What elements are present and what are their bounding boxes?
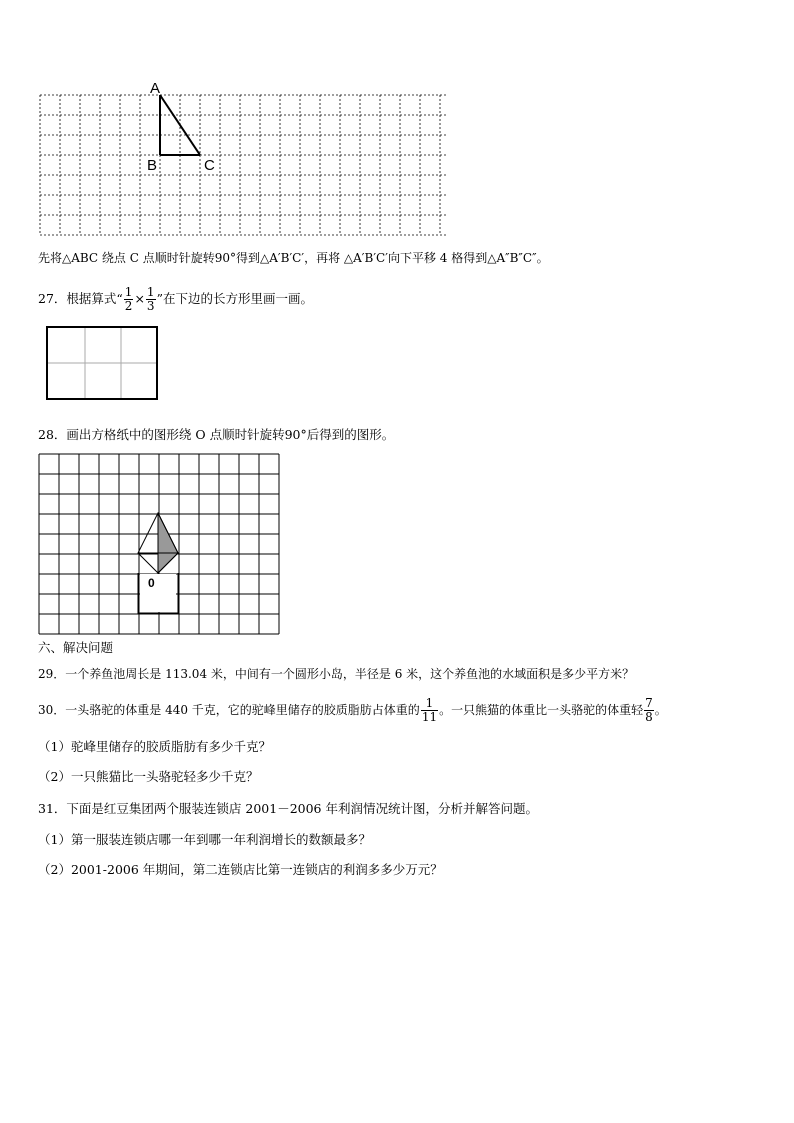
q26-instruction: 先将△ABC 绕点 C 点顺时针旋转90°得到△A′B′C′，再将 △A′B′C′向下平移 4 格得到△A″B″C″。 (38, 251, 549, 265)
q31-sub1: （1）第一服装连锁店哪一年到哪一年利润增长的数额最多？ (38, 832, 371, 847)
q30-sub2: （2）一只熊猫比一头骆驼轻多少千克？ (38, 769, 259, 784)
q31-question: 31．下面是红豆集团两个服装连锁店 2001－2006 年利润情况统计图，分析并解答问题。 (38, 801, 538, 816)
q30-frac2-den: 8 (645, 710, 653, 724)
q27-frac2-den: 3 (146, 299, 155, 313)
q27-frac2-num: 1 (146, 285, 155, 299)
q27-frac1-den: 2 (124, 299, 133, 313)
q27-question (38, 284, 313, 314)
point-o-label: 0 (148, 576, 155, 590)
q27-times: × (134, 291, 145, 306)
q28-question: 28．画出方格纸中的图形绕 O 点顺时针旋转90°后得到的图形。 (38, 427, 395, 442)
q30-frac1-num: 1 (421, 697, 438, 711)
q30-part3: 。 (654, 703, 667, 717)
vertex-c-label: C (204, 157, 215, 174)
shaded-triangle (158, 513, 178, 573)
q30-frac1-den: 11 (421, 710, 438, 724)
q30-fraction-2 (644, 697, 654, 724)
q27-fraction-1 (124, 286, 134, 313)
q27-rectangle (44, 324, 162, 402)
q27-prefix: 27．根据算式“ (38, 291, 123, 306)
q29-question: 29．一个养鱼池周长是 113.04 米，中间有一个圆形小岛，半径是 6 米，这个养鱼池的水域面积是多少平方米？ (38, 667, 635, 681)
q30-sub1: （1）驼峰里储存的胶质脂肪有多少千克？ (38, 739, 271, 754)
q31-sub2: （2）2001-2006 年期间，第二连锁店比第一连锁店的利润多多少万元？ (38, 862, 443, 877)
q30-fraction-1 (421, 697, 438, 724)
q30-frac2-num: 7 (645, 696, 653, 710)
q27-frac1-num: 1 (124, 285, 133, 299)
dashed-grid (40, 95, 446, 235)
vertex-b-label: B (147, 157, 158, 174)
q28-grid-figure (38, 453, 284, 639)
q30-question (38, 694, 667, 726)
q27-fraction-2 (146, 286, 156, 313)
q26-grid-figure (0, 0, 794, 260)
vertex-a-label: A (150, 80, 161, 97)
q30-part1: 30．一头骆驼的体重是 440 千克，它的驼峰里储存的胶质脂肪占体重的 (38, 703, 420, 717)
q30-part2: 。一只熊猫的体重比一头骆驼的体重轻 (439, 703, 644, 717)
q27-suffix: ”在下边的长方形里画一画。 (156, 291, 313, 306)
section-6-title: 六、解决问题 (38, 640, 114, 655)
